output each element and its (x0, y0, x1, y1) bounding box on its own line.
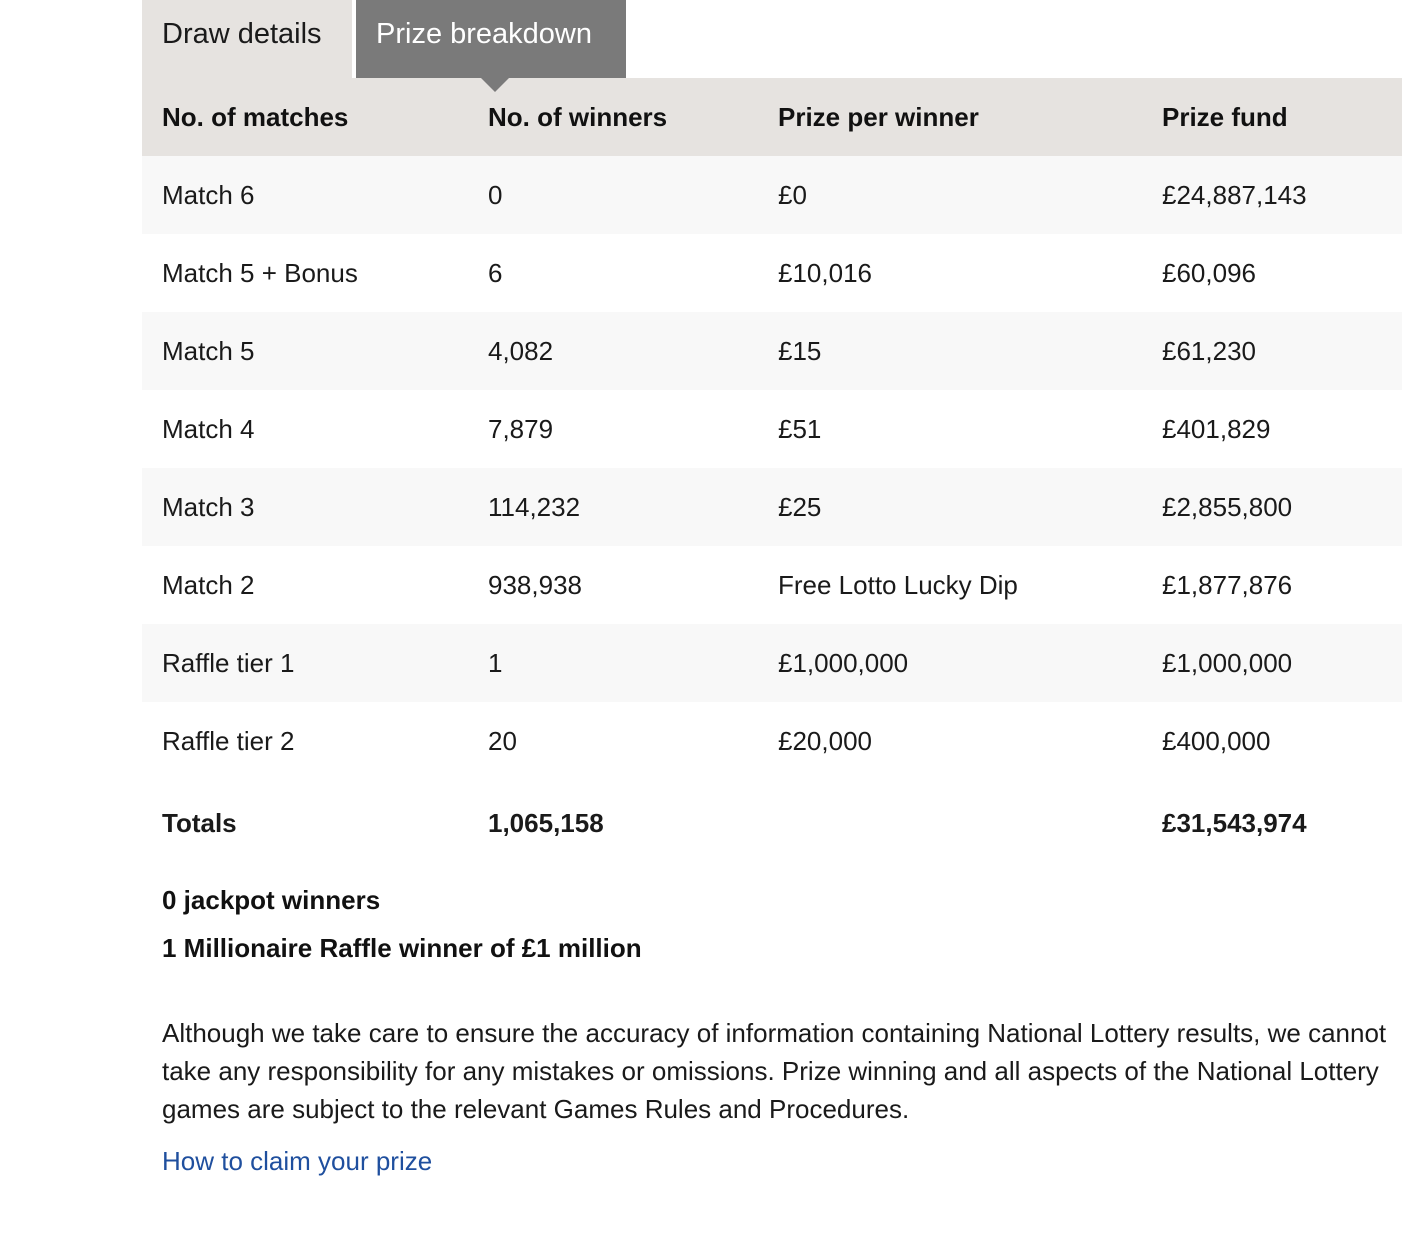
table-row (142, 624, 1402, 702)
cell-winners: 0 (488, 179, 503, 210)
cell-fund: £24,887,143 (1162, 179, 1307, 210)
cell-fund: £400,000 (1162, 725, 1271, 756)
jackpot-summary: 0 jackpot winners (162, 885, 381, 915)
raffle-summary: 1 Millionaire Raffle winner of £1 million (162, 933, 642, 963)
cell-prize: £51 (778, 413, 822, 444)
cell-prize: £10,016 (778, 257, 872, 288)
cell-winners: 1 (488, 647, 503, 678)
results-summary (162, 876, 1392, 1177)
cell-matches: Raffle tier 1 (162, 647, 295, 678)
cell-prize: £0 (778, 179, 807, 210)
cell-fund: £60,096 (1162, 257, 1256, 288)
cell-fund: £1,877,876 (1162, 569, 1293, 600)
totals-winners: 1,065,158 (488, 807, 604, 838)
cell-prize: £1,000,000 (778, 647, 909, 678)
table-header-row (142, 78, 1402, 156)
table-row (142, 702, 1402, 780)
tab-prize-breakdown[interactable]: Prize breakdown (356, 0, 626, 78)
header-winners: No. of winners (488, 101, 668, 132)
header-prize-fund: Prize fund (1162, 101, 1288, 132)
totals-prize-empty (758, 780, 1142, 862)
claim-prize-link[interactable]: How to claim your prize (162, 1146, 433, 1176)
cell-winners: 938,938 (488, 569, 582, 600)
header-prize-per-winner: Prize per winner (778, 101, 979, 132)
cell-matches: Match 6 (162, 179, 255, 210)
cell-fund: £401,829 (1162, 413, 1271, 444)
cell-fund: £1,000,000 (1162, 647, 1293, 678)
table-row (142, 546, 1402, 624)
cell-prize: Free Lotto Lucky Dip (778, 569, 1018, 600)
cell-prize: £25 (778, 491, 822, 522)
totals-label: Totals (162, 807, 237, 838)
table-row (142, 468, 1402, 546)
cell-matches: Match 2 (162, 569, 255, 600)
totals-row (142, 780, 1402, 862)
cell-prize: £15 (778, 335, 822, 366)
header-matches: No. of matches (162, 101, 349, 132)
cell-winners: 6 (488, 257, 503, 288)
cell-matches: Match 3 (162, 491, 255, 522)
cell-matches: Match 5 + Bonus (162, 257, 358, 288)
tab-draw-details[interactable]: Draw details (142, 0, 352, 78)
cell-fund: £61,230 (1162, 335, 1256, 366)
cell-winners: 114,232 (488, 491, 581, 522)
prize-breakdown-panel (142, 0, 1402, 862)
table-row (142, 156, 1402, 234)
table-row (142, 390, 1402, 468)
prize-table (142, 78, 1402, 862)
tab-bar (142, 0, 1402, 78)
disclaimer-text: Although we take care to ensure the accuracy of information containing National Lottery results, we cannot take any responsibility for any mistakes or omissions. Prize winning and all aspects of the National Lottery games are subject to the relevant Games Rules and Procedures. (162, 1018, 1387, 1124)
table-row (142, 312, 1402, 390)
totals-fund: £31,543,974 (1162, 807, 1307, 838)
table-row (142, 234, 1402, 312)
cell-matches: Match 4 (162, 413, 255, 444)
cell-matches: Match 5 (162, 335, 255, 366)
cell-matches: Raffle tier 2 (162, 725, 295, 756)
cell-fund: £2,855,800 (1162, 491, 1293, 522)
cell-winners: 4,082 (488, 335, 554, 366)
cell-winners: 20 (488, 725, 517, 756)
cell-prize: £20,000 (778, 725, 872, 756)
cell-winners: 7,879 (488, 413, 554, 444)
